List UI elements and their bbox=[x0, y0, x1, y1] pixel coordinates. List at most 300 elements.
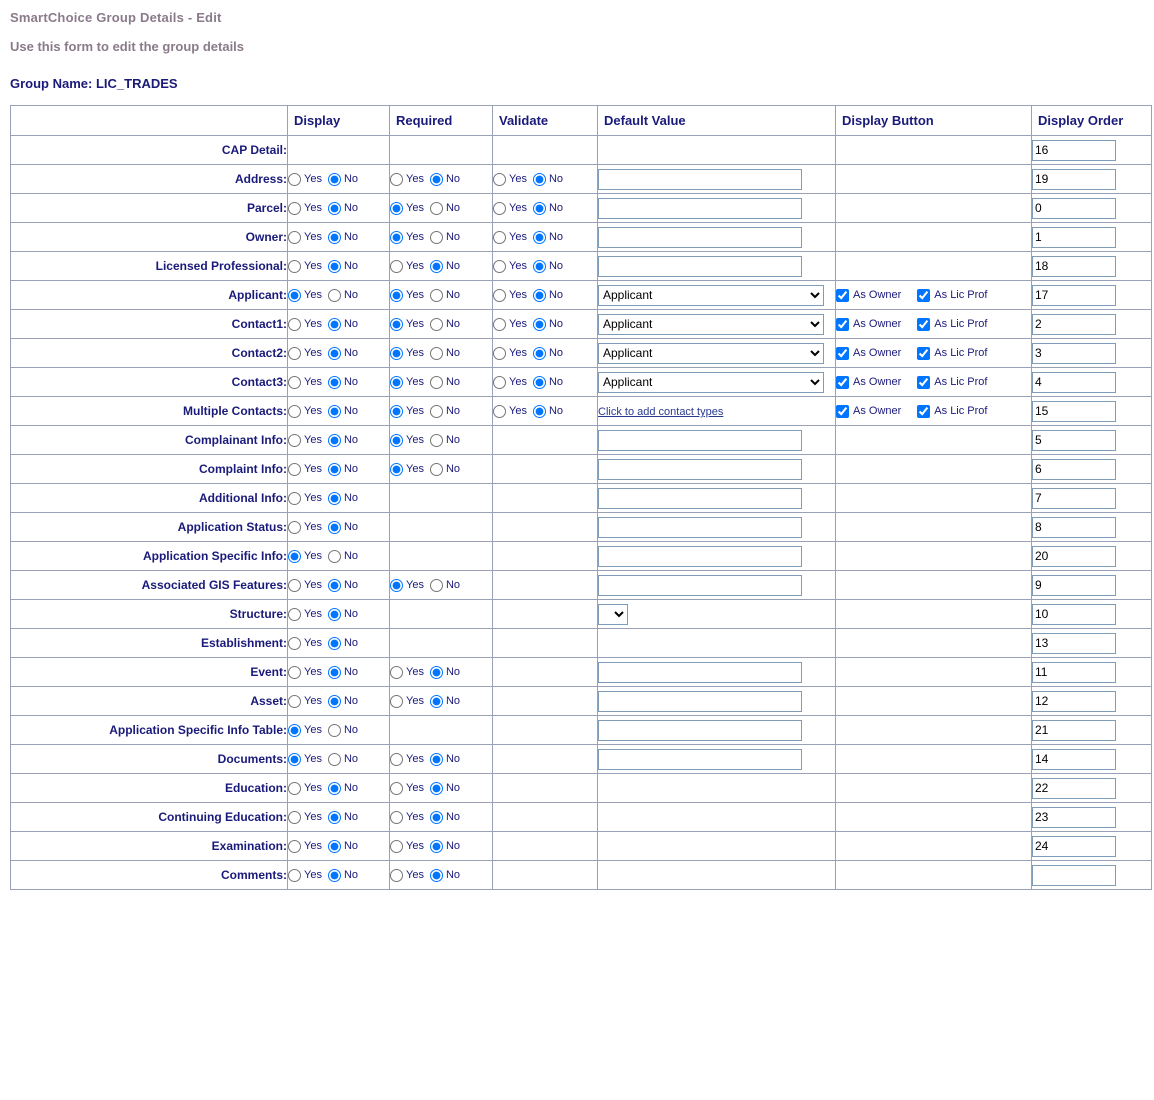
default-value-input[interactable] bbox=[598, 662, 802, 683]
display-radio-23[interactable] bbox=[288, 811, 389, 824]
required-radio-19-no[interactable] bbox=[430, 695, 460, 708]
display-radio-17-no[interactable] bbox=[328, 637, 358, 650]
display-radio-5-yes-radio[interactable] bbox=[288, 289, 301, 302]
display-radio-9-yes-radio[interactable] bbox=[288, 405, 301, 418]
display-radio-21-yes[interactable] bbox=[288, 753, 322, 766]
validate-radio-3[interactable] bbox=[493, 231, 597, 244]
display-radio-24-no-radio[interactable] bbox=[328, 840, 341, 853]
display-radio-3[interactable] bbox=[288, 231, 389, 244]
validate-radio-6-yes[interactable] bbox=[493, 318, 527, 331]
required-radio-15-no-radio[interactable] bbox=[430, 579, 443, 592]
display-order-input[interactable] bbox=[1032, 865, 1116, 886]
required-radio-3[interactable] bbox=[390, 231, 492, 244]
display-radio-9-no[interactable] bbox=[328, 405, 358, 418]
required-radio-7-yes[interactable] bbox=[390, 347, 424, 360]
display-radio-10-yes-radio[interactable] bbox=[288, 434, 301, 447]
display-radio-16-yes[interactable] bbox=[288, 608, 322, 621]
as-lic-prof-checkbox[interactable] bbox=[917, 347, 930, 360]
default-value-input[interactable] bbox=[598, 720, 802, 741]
display-radio-1[interactable] bbox=[288, 173, 389, 186]
display-radio-24-no[interactable] bbox=[328, 840, 358, 853]
display-radio-4-yes-radio[interactable] bbox=[288, 260, 301, 273]
display-radio-23-no-radio[interactable] bbox=[328, 811, 341, 824]
required-radio-15-yes[interactable] bbox=[390, 579, 424, 592]
validate-radio-8[interactable] bbox=[493, 376, 597, 389]
required-radio-24[interactable] bbox=[390, 840, 492, 853]
validate-radio-7[interactable] bbox=[493, 347, 597, 360]
default-value-input[interactable] bbox=[598, 691, 802, 712]
required-radio-5[interactable] bbox=[390, 289, 492, 302]
display-radio-19-no-radio[interactable] bbox=[328, 695, 341, 708]
as-lic-prof-checkbox-wrap[interactable] bbox=[917, 347, 987, 360]
required-radio-4-no[interactable] bbox=[430, 260, 460, 273]
required-radio-9-yes-radio[interactable] bbox=[390, 405, 403, 418]
validate-radio-1-no[interactable] bbox=[533, 173, 563, 186]
required-radio-1[interactable] bbox=[390, 173, 492, 186]
validate-radio-7-yes-radio[interactable] bbox=[493, 347, 506, 360]
validate-radio-9-no-radio[interactable] bbox=[533, 405, 546, 418]
display-radio-12-yes-radio[interactable] bbox=[288, 492, 301, 505]
validate-radio-4-yes[interactable] bbox=[493, 260, 527, 273]
display-order-input[interactable] bbox=[1032, 778, 1116, 799]
required-radio-2-no[interactable] bbox=[430, 202, 460, 215]
required-radio-21[interactable] bbox=[390, 753, 492, 766]
required-radio-3-no[interactable] bbox=[430, 231, 460, 244]
required-radio-22-no[interactable] bbox=[430, 782, 460, 795]
required-radio-25[interactable] bbox=[390, 869, 492, 882]
display-radio-1-yes[interactable] bbox=[288, 173, 322, 186]
required-radio-2-yes-radio[interactable] bbox=[390, 202, 403, 215]
display-radio-2-no-radio[interactable] bbox=[328, 202, 341, 215]
display-radio-6[interactable] bbox=[288, 318, 389, 331]
display-radio-13[interactable] bbox=[288, 521, 389, 534]
display-order-input[interactable] bbox=[1032, 343, 1116, 364]
required-radio-15-yes-radio[interactable] bbox=[390, 579, 403, 592]
display-radio-23-no[interactable] bbox=[328, 811, 358, 824]
display-radio-14-yes-radio[interactable] bbox=[288, 550, 301, 563]
display-radio-1-no[interactable] bbox=[328, 173, 358, 186]
display-radio-1-no-radio[interactable] bbox=[328, 173, 341, 186]
display-radio-3-yes[interactable] bbox=[288, 231, 322, 244]
required-radio-23-no[interactable] bbox=[430, 811, 460, 824]
as-lic-prof-checkbox-wrap[interactable] bbox=[917, 376, 987, 389]
validate-radio-1-yes-radio[interactable] bbox=[493, 173, 506, 186]
display-radio-25-yes[interactable] bbox=[288, 869, 322, 882]
as-lic-prof-checkbox[interactable] bbox=[917, 289, 930, 302]
display-order-input[interactable] bbox=[1032, 517, 1116, 538]
required-radio-6-no[interactable] bbox=[430, 318, 460, 331]
as-owner-checkbox-wrap[interactable] bbox=[836, 376, 901, 389]
required-radio-8-no-radio[interactable] bbox=[430, 376, 443, 389]
required-radio-8-yes-radio[interactable] bbox=[390, 376, 403, 389]
required-radio-5-yes[interactable] bbox=[390, 289, 424, 302]
display-radio-23-yes[interactable] bbox=[288, 811, 322, 824]
display-order-input[interactable] bbox=[1032, 140, 1116, 161]
display-radio-8-no[interactable] bbox=[328, 376, 358, 389]
display-button-group[interactable] bbox=[836, 347, 1031, 360]
required-radio-4-yes[interactable] bbox=[390, 260, 424, 273]
display-radio-9-no-radio[interactable] bbox=[328, 405, 341, 418]
display-radio-2[interactable] bbox=[288, 202, 389, 215]
display-order-input[interactable] bbox=[1032, 285, 1116, 306]
display-radio-12-no[interactable] bbox=[328, 492, 358, 505]
display-order-input[interactable] bbox=[1032, 401, 1116, 422]
display-radio-8[interactable] bbox=[288, 376, 389, 389]
display-radio-21[interactable] bbox=[288, 753, 389, 766]
display-radio-8-no-radio[interactable] bbox=[328, 376, 341, 389]
required-radio-21-no[interactable] bbox=[430, 753, 460, 766]
as-owner-checkbox-wrap[interactable] bbox=[836, 318, 901, 331]
display-radio-10-no-radio[interactable] bbox=[328, 434, 341, 447]
display-order-input[interactable] bbox=[1032, 169, 1116, 190]
validate-radio-2-yes[interactable] bbox=[493, 202, 527, 215]
as-owner-checkbox[interactable] bbox=[836, 318, 849, 331]
display-radio-2-no[interactable] bbox=[328, 202, 358, 215]
display-radio-14[interactable] bbox=[288, 550, 389, 563]
required-radio-22-no-radio[interactable] bbox=[430, 782, 443, 795]
display-order-input[interactable] bbox=[1032, 575, 1116, 596]
as-owner-checkbox-wrap[interactable] bbox=[836, 289, 901, 302]
as-lic-prof-checkbox-wrap[interactable] bbox=[917, 318, 987, 331]
required-radio-2[interactable] bbox=[390, 202, 492, 215]
display-radio-11-no[interactable] bbox=[328, 463, 358, 476]
display-order-input[interactable] bbox=[1032, 662, 1116, 683]
validate-radio-9-no[interactable] bbox=[533, 405, 563, 418]
display-radio-6-yes-radio[interactable] bbox=[288, 318, 301, 331]
display-radio-7-yes[interactable] bbox=[288, 347, 322, 360]
required-radio-8-yes[interactable] bbox=[390, 376, 424, 389]
display-radio-8-yes[interactable] bbox=[288, 376, 322, 389]
display-radio-6-no[interactable] bbox=[328, 318, 358, 331]
required-radio-6-yes[interactable] bbox=[390, 318, 424, 331]
required-radio-10-no-radio[interactable] bbox=[430, 434, 443, 447]
validate-radio-2[interactable] bbox=[493, 202, 597, 215]
display-radio-5-yes[interactable] bbox=[288, 289, 322, 302]
display-radio-16-yes-radio[interactable] bbox=[288, 608, 301, 621]
validate-radio-7-yes[interactable] bbox=[493, 347, 527, 360]
required-radio-11-no-radio[interactable] bbox=[430, 463, 443, 476]
display-radio-15[interactable] bbox=[288, 579, 389, 592]
validate-radio-6-no-radio[interactable] bbox=[533, 318, 546, 331]
display-button-group[interactable] bbox=[836, 318, 1031, 331]
validate-radio-3-yes-radio[interactable] bbox=[493, 231, 506, 244]
required-radio-15-no[interactable] bbox=[430, 579, 460, 592]
validate-radio-8-yes[interactable] bbox=[493, 376, 527, 389]
display-radio-24-yes[interactable] bbox=[288, 840, 322, 853]
display-radio-21-no-radio[interactable] bbox=[328, 753, 341, 766]
display-radio-13-no[interactable] bbox=[328, 521, 358, 534]
display-radio-20-yes-radio[interactable] bbox=[288, 724, 301, 737]
display-radio-4-yes[interactable] bbox=[288, 260, 322, 273]
display-radio-25-yes-radio[interactable] bbox=[288, 869, 301, 882]
required-radio-7-no[interactable] bbox=[430, 347, 460, 360]
display-order-input[interactable] bbox=[1032, 256, 1116, 277]
display-order-input[interactable] bbox=[1032, 604, 1116, 625]
add-contact-types-link[interactable]: Click to add contact types bbox=[598, 406, 724, 418]
display-radio-10-yes[interactable] bbox=[288, 434, 322, 447]
validate-radio-3-yes[interactable] bbox=[493, 231, 527, 244]
required-radio-7-no-radio[interactable] bbox=[430, 347, 443, 360]
required-radio-8[interactable] bbox=[390, 376, 492, 389]
validate-radio-8-yes-radio[interactable] bbox=[493, 376, 506, 389]
required-radio-11-yes[interactable] bbox=[390, 463, 424, 476]
display-radio-7-yes-radio[interactable] bbox=[288, 347, 301, 360]
as-owner-checkbox[interactable] bbox=[836, 289, 849, 302]
required-radio-10-no[interactable] bbox=[430, 434, 460, 447]
display-radio-15-no-radio[interactable] bbox=[328, 579, 341, 592]
display-order-input[interactable] bbox=[1032, 314, 1116, 335]
validate-radio-4-no[interactable] bbox=[533, 260, 563, 273]
display-radio-24[interactable] bbox=[288, 840, 389, 853]
display-order-input[interactable] bbox=[1032, 198, 1116, 219]
display-radio-2-yes-radio[interactable] bbox=[288, 202, 301, 215]
required-radio-21-no-radio[interactable] bbox=[430, 753, 443, 766]
required-radio-24-no[interactable] bbox=[430, 840, 460, 853]
display-radio-9-yes[interactable] bbox=[288, 405, 322, 418]
display-radio-11[interactable] bbox=[288, 463, 389, 476]
display-radio-25-no[interactable] bbox=[328, 869, 358, 882]
required-radio-11-yes-radio[interactable] bbox=[390, 463, 403, 476]
display-radio-20-yes[interactable] bbox=[288, 724, 322, 737]
validate-radio-7-no-radio[interactable] bbox=[533, 347, 546, 360]
display-radio-22-yes[interactable] bbox=[288, 782, 322, 795]
display-radio-5[interactable] bbox=[288, 289, 389, 302]
validate-radio-2-no[interactable] bbox=[533, 202, 563, 215]
display-radio-7[interactable] bbox=[288, 347, 389, 360]
display-radio-18-no[interactable] bbox=[328, 666, 358, 679]
display-radio-17[interactable] bbox=[288, 637, 389, 650]
required-radio-1-yes[interactable] bbox=[390, 173, 424, 186]
display-radio-14-yes[interactable] bbox=[288, 550, 322, 563]
display-order-input[interactable] bbox=[1032, 691, 1116, 712]
display-radio-25[interactable] bbox=[288, 869, 389, 882]
default-value-select[interactable] bbox=[598, 372, 824, 393]
display-radio-19-yes-radio[interactable] bbox=[288, 695, 301, 708]
validate-radio-9[interactable] bbox=[493, 405, 597, 418]
required-radio-4-yes-radio[interactable] bbox=[390, 260, 403, 273]
display-radio-5-no[interactable] bbox=[328, 289, 358, 302]
validate-radio-4[interactable] bbox=[493, 260, 597, 273]
required-radio-22-yes-radio[interactable] bbox=[390, 782, 403, 795]
default-value-input[interactable] bbox=[598, 198, 802, 219]
required-radio-22[interactable] bbox=[390, 782, 492, 795]
required-radio-3-yes-radio[interactable] bbox=[390, 231, 403, 244]
validate-radio-5-yes-radio[interactable] bbox=[493, 289, 506, 302]
required-radio-1-no-radio[interactable] bbox=[430, 173, 443, 186]
display-radio-15-yes-radio[interactable] bbox=[288, 579, 301, 592]
required-radio-5-no[interactable] bbox=[430, 289, 460, 302]
display-radio-10-no[interactable] bbox=[328, 434, 358, 447]
required-radio-15[interactable] bbox=[390, 579, 492, 592]
as-owner-checkbox[interactable] bbox=[836, 376, 849, 389]
default-value-input[interactable] bbox=[598, 546, 802, 567]
display-radio-16-no[interactable] bbox=[328, 608, 358, 621]
validate-radio-9-yes-radio[interactable] bbox=[493, 405, 506, 418]
validate-radio-1-no-radio[interactable] bbox=[533, 173, 546, 186]
display-radio-11-yes-radio[interactable] bbox=[288, 463, 301, 476]
display-radio-22-no[interactable] bbox=[328, 782, 358, 795]
required-radio-24-no-radio[interactable] bbox=[430, 840, 443, 853]
display-radio-13-yes[interactable] bbox=[288, 521, 322, 534]
display-radio-16[interactable] bbox=[288, 608, 389, 621]
required-radio-22-yes[interactable] bbox=[390, 782, 424, 795]
validate-radio-2-no-radio[interactable] bbox=[533, 202, 546, 215]
display-radio-13-no-radio[interactable] bbox=[328, 521, 341, 534]
default-value-input[interactable] bbox=[598, 430, 802, 451]
default-value-input[interactable] bbox=[598, 459, 802, 480]
default-value-select[interactable] bbox=[598, 343, 824, 364]
display-radio-10[interactable] bbox=[288, 434, 389, 447]
display-radio-23-yes-radio[interactable] bbox=[288, 811, 301, 824]
display-radio-12-no-radio[interactable] bbox=[328, 492, 341, 505]
default-value-input[interactable] bbox=[598, 227, 802, 248]
required-radio-2-no-radio[interactable] bbox=[430, 202, 443, 215]
display-order-input[interactable] bbox=[1032, 633, 1116, 654]
required-radio-19-yes-radio[interactable] bbox=[390, 695, 403, 708]
display-radio-12[interactable] bbox=[288, 492, 389, 505]
display-radio-14-no-radio[interactable] bbox=[328, 550, 341, 563]
validate-radio-1[interactable] bbox=[493, 173, 597, 186]
validate-radio-2-yes-radio[interactable] bbox=[493, 202, 506, 215]
display-radio-7-no-radio[interactable] bbox=[328, 347, 341, 360]
display-radio-18-yes[interactable] bbox=[288, 666, 322, 679]
required-radio-10[interactable] bbox=[390, 434, 492, 447]
as-lic-prof-checkbox[interactable] bbox=[917, 376, 930, 389]
display-radio-13-yes-radio[interactable] bbox=[288, 521, 301, 534]
as-lic-prof-checkbox-wrap[interactable] bbox=[917, 405, 987, 418]
display-button-group[interactable] bbox=[836, 376, 1031, 389]
as-lic-prof-checkbox[interactable] bbox=[917, 318, 930, 331]
display-radio-21-yes-radio[interactable] bbox=[288, 753, 301, 766]
default-value-input[interactable] bbox=[598, 169, 802, 190]
required-radio-19-yes[interactable] bbox=[390, 695, 424, 708]
display-order-input[interactable] bbox=[1032, 372, 1116, 393]
required-radio-3-yes[interactable] bbox=[390, 231, 424, 244]
display-order-input[interactable] bbox=[1032, 430, 1116, 451]
required-radio-18-no-radio[interactable] bbox=[430, 666, 443, 679]
required-radio-23-yes[interactable] bbox=[390, 811, 424, 824]
display-radio-7-no[interactable] bbox=[328, 347, 358, 360]
display-radio-15-yes[interactable] bbox=[288, 579, 322, 592]
display-radio-5-no-radio[interactable] bbox=[328, 289, 341, 302]
display-button-group[interactable] bbox=[836, 405, 1031, 418]
display-radio-18[interactable] bbox=[288, 666, 389, 679]
default-value-select[interactable] bbox=[598, 314, 824, 335]
required-radio-25-no-radio[interactable] bbox=[430, 869, 443, 882]
validate-radio-7-no[interactable] bbox=[533, 347, 563, 360]
required-radio-21-yes[interactable] bbox=[390, 753, 424, 766]
validate-radio-5-no[interactable] bbox=[533, 289, 563, 302]
as-owner-checkbox[interactable] bbox=[836, 347, 849, 360]
required-radio-7[interactable] bbox=[390, 347, 492, 360]
display-order-input[interactable] bbox=[1032, 720, 1116, 741]
required-radio-18-yes-radio[interactable] bbox=[390, 666, 403, 679]
validate-radio-4-yes-radio[interactable] bbox=[493, 260, 506, 273]
as-owner-checkbox-wrap[interactable] bbox=[836, 405, 901, 418]
required-radio-6-yes-radio[interactable] bbox=[390, 318, 403, 331]
display-radio-22[interactable] bbox=[288, 782, 389, 795]
display-radio-15-no[interactable] bbox=[328, 579, 358, 592]
as-lic-prof-checkbox[interactable] bbox=[917, 405, 930, 418]
display-radio-22-yes-radio[interactable] bbox=[288, 782, 301, 795]
required-radio-4-no-radio[interactable] bbox=[430, 260, 443, 273]
display-order-input[interactable] bbox=[1032, 836, 1116, 857]
required-radio-4[interactable] bbox=[390, 260, 492, 273]
required-radio-5-yes-radio[interactable] bbox=[390, 289, 403, 302]
display-order-input[interactable] bbox=[1032, 227, 1116, 248]
display-radio-8-yes-radio[interactable] bbox=[288, 376, 301, 389]
required-radio-19-no-radio[interactable] bbox=[430, 695, 443, 708]
validate-radio-5-yes[interactable] bbox=[493, 289, 527, 302]
validate-radio-8-no[interactable] bbox=[533, 376, 563, 389]
required-radio-18-no[interactable] bbox=[430, 666, 460, 679]
display-radio-20-no[interactable] bbox=[328, 724, 358, 737]
display-radio-24-yes-radio[interactable] bbox=[288, 840, 301, 853]
required-radio-9[interactable] bbox=[390, 405, 492, 418]
as-owner-checkbox[interactable] bbox=[836, 405, 849, 418]
display-button-group[interactable] bbox=[836, 289, 1031, 302]
required-radio-3-no-radio[interactable] bbox=[430, 231, 443, 244]
required-radio-8-no[interactable] bbox=[430, 376, 460, 389]
required-radio-25-yes[interactable] bbox=[390, 869, 424, 882]
display-radio-18-yes-radio[interactable] bbox=[288, 666, 301, 679]
display-order-input[interactable] bbox=[1032, 807, 1116, 828]
required-radio-1-yes-radio[interactable] bbox=[390, 173, 403, 186]
required-radio-1-no[interactable] bbox=[430, 173, 460, 186]
validate-radio-9-yes[interactable] bbox=[493, 405, 527, 418]
display-radio-20-no-radio[interactable] bbox=[328, 724, 341, 737]
display-radio-17-yes-radio[interactable] bbox=[288, 637, 301, 650]
display-radio-11-yes[interactable] bbox=[288, 463, 322, 476]
default-value-input[interactable] bbox=[598, 517, 802, 538]
required-radio-2-yes[interactable] bbox=[390, 202, 424, 215]
validate-radio-6-no[interactable] bbox=[533, 318, 563, 331]
default-value-select[interactable] bbox=[598, 285, 824, 306]
required-radio-9-no[interactable] bbox=[430, 405, 460, 418]
as-owner-checkbox-wrap[interactable] bbox=[836, 347, 901, 360]
validate-radio-3-no[interactable] bbox=[533, 231, 563, 244]
required-radio-19[interactable] bbox=[390, 695, 492, 708]
display-radio-22-no-radio[interactable] bbox=[328, 782, 341, 795]
validate-radio-4-no-radio[interactable] bbox=[533, 260, 546, 273]
required-radio-9-no-radio[interactable] bbox=[430, 405, 443, 418]
display-radio-3-no[interactable] bbox=[328, 231, 358, 244]
display-radio-19-yes[interactable] bbox=[288, 695, 322, 708]
required-radio-21-yes-radio[interactable] bbox=[390, 753, 403, 766]
display-radio-21-no[interactable] bbox=[328, 753, 358, 766]
required-radio-23-no-radio[interactable] bbox=[430, 811, 443, 824]
display-radio-9[interactable] bbox=[288, 405, 389, 418]
display-order-input[interactable] bbox=[1032, 488, 1116, 509]
required-radio-23[interactable] bbox=[390, 811, 492, 824]
validate-radio-5-no-radio[interactable] bbox=[533, 289, 546, 302]
display-radio-4-no-radio[interactable] bbox=[328, 260, 341, 273]
required-radio-10-yes-radio[interactable] bbox=[390, 434, 403, 447]
default-value-input[interactable] bbox=[598, 488, 802, 509]
display-radio-19[interactable] bbox=[288, 695, 389, 708]
validate-radio-6-yes-radio[interactable] bbox=[493, 318, 506, 331]
required-radio-10-yes[interactable] bbox=[390, 434, 424, 447]
display-radio-3-yes-radio[interactable] bbox=[288, 231, 301, 244]
validate-radio-3-no-radio[interactable] bbox=[533, 231, 546, 244]
display-order-input[interactable] bbox=[1032, 749, 1116, 770]
required-radio-6[interactable] bbox=[390, 318, 492, 331]
required-radio-25-no[interactable] bbox=[430, 869, 460, 882]
required-radio-24-yes[interactable] bbox=[390, 840, 424, 853]
required-radio-6-no-radio[interactable] bbox=[430, 318, 443, 331]
display-radio-14-no[interactable] bbox=[328, 550, 358, 563]
required-radio-25-yes-radio[interactable] bbox=[390, 869, 403, 882]
